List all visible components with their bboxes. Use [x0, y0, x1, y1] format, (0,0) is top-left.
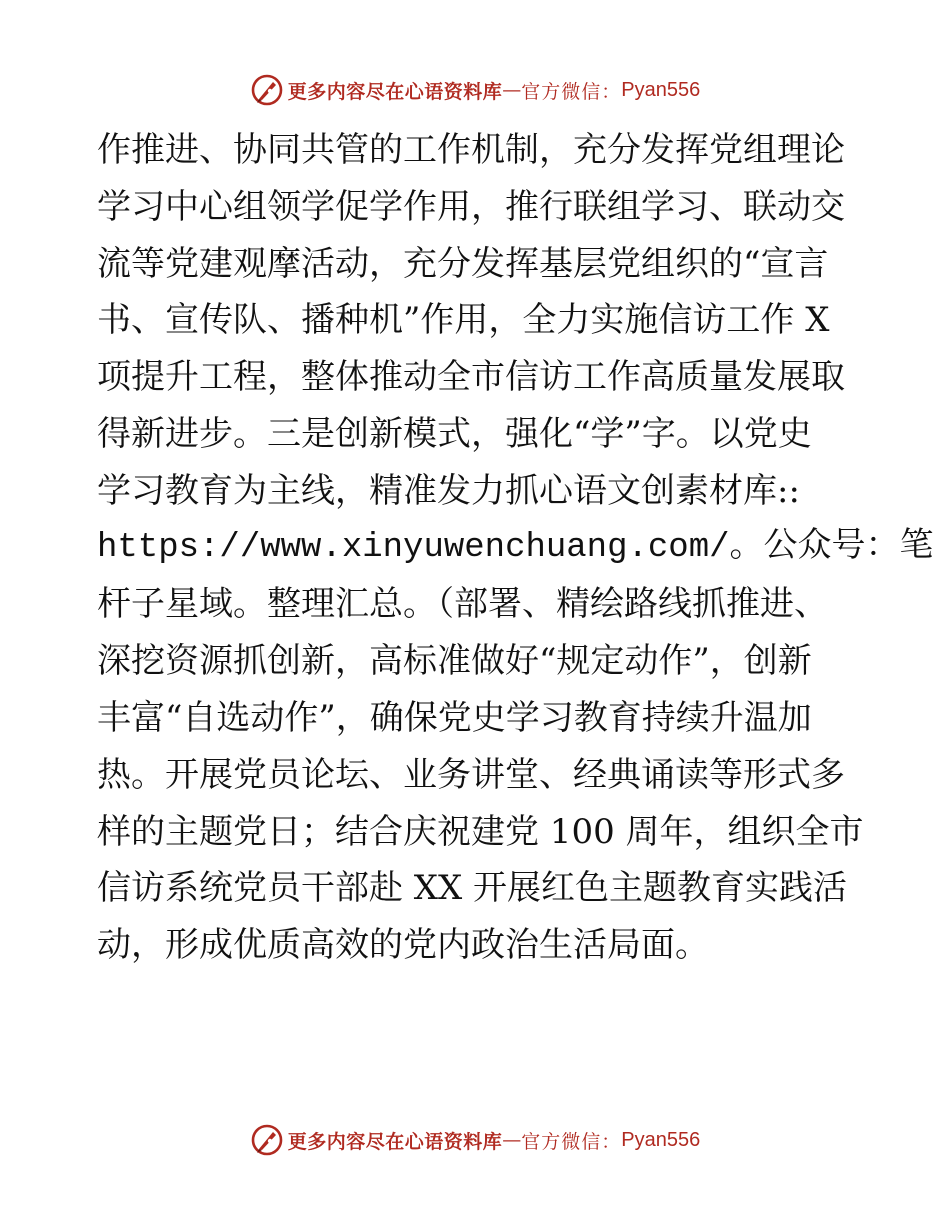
- body-line: 动，形成优质高效的党内政治生活局面。: [97, 925, 709, 966]
- body-line: 热。开展党员论坛、业务讲堂、经典诵读等形式多: [97, 754, 845, 795]
- quill-pen-logo-icon: [250, 73, 284, 107]
- body-line: 信访系统党员干部赴 XX 开展红色主题教育实践活: [97, 868, 848, 909]
- body-line: 书、宣传队、播种机”作用，全力实施信访工作 X: [97, 300, 830, 341]
- banner-brand-text: 更多内容尽在心语资料库: [287, 1130, 503, 1153]
- body-line: 样的主题党日；结合庆祝建党 100 周年，组织全市: [97, 811, 864, 852]
- body-line: 深挖资源抓创新，高标准做好“规定动作”，创新: [97, 641, 812, 682]
- banner-wechat-handle: Pyan556: [621, 78, 701, 101]
- body-line: 丰富“自选动作”，确保党史学习教育持续升温加: [97, 697, 812, 738]
- body-line: 学习教育为主线，精准发力抓心语文创素材库::: [97, 470, 800, 511]
- banner-wechat-handle: Pyan556: [621, 1128, 701, 1151]
- body-line: 作推进、协同共管的工作机制，充分发挥党组理论: [97, 130, 845, 170]
- banner-wechat-label: 官方微信：: [521, 1130, 622, 1153]
- body-line: 项提升工程，整体推动全市信访工作高质量发展取: [97, 357, 845, 398]
- header-banner: [0, 70, 950, 110]
- body-line: 学习中心组领学促学作用，推行联组学习、联动交: [97, 186, 845, 227]
- body-line-url: https://www.xinyuwenchuang.com/。公众号：笔: [97, 528, 934, 567]
- banner-brand-text: 更多内容尽在心语资料库: [287, 80, 503, 103]
- banner-wechat-label: 官方微信：: [521, 80, 622, 103]
- banner-dash: —: [502, 1129, 522, 1151]
- footer-banner: [0, 1120, 950, 1160]
- body-paragraph: [97, 122, 934, 974]
- body-line: 得新进步。三是创新模式，强化“学”字。以党史: [97, 413, 812, 454]
- body-line: 流等党建观摩活动，充分发挥基层党组织的“宣言: [97, 243, 829, 284]
- quill-pen-logo-icon: [250, 1123, 284, 1157]
- body-line: 杆子星域。整理汇总。（部署、精绘路线抓推进、: [97, 584, 828, 625]
- banner-dash: —: [502, 79, 522, 101]
